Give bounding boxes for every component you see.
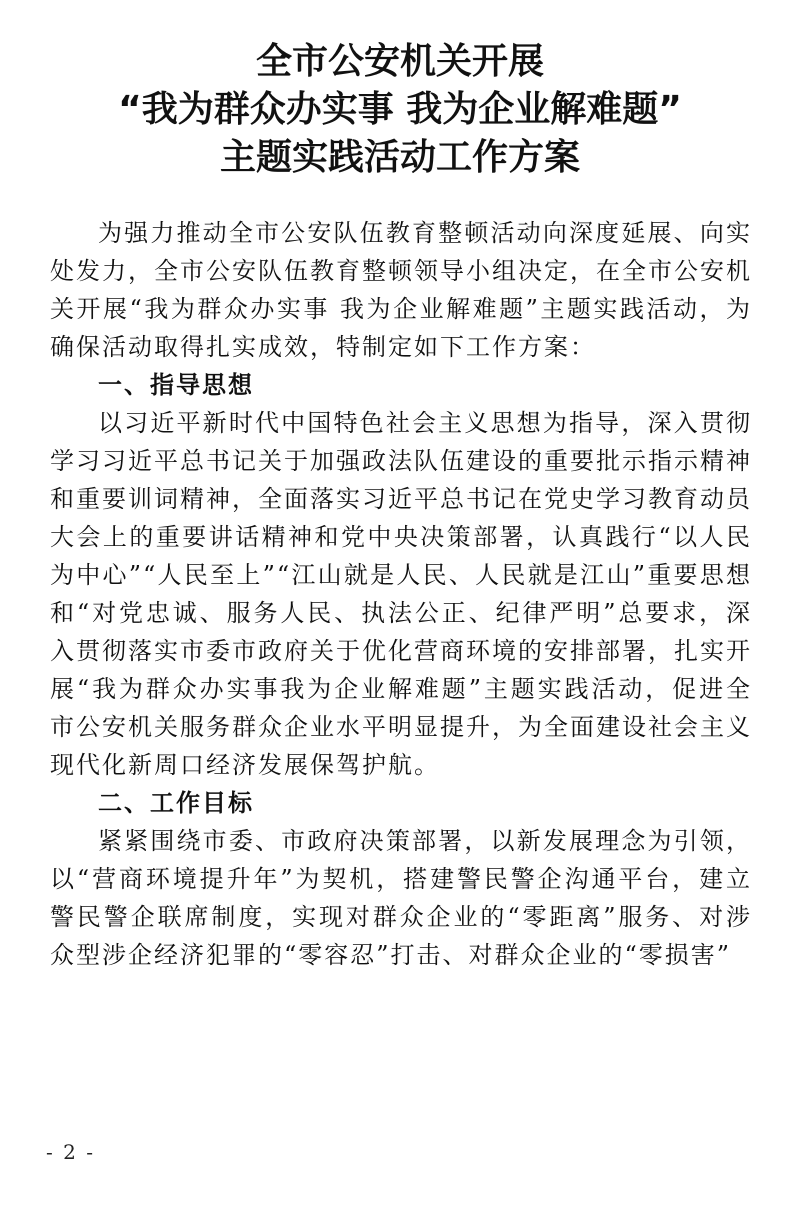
guiding-ideology-paragraph: 以习近平新时代中国特色社会主义思想为指导，深入贯彻学习习近平总书记关于加强政法队伍建设的重要批示指示精神和重要训词精神，全面落实习近平总书记在党史学习教育动员大会上的重要讲话精神和党中央决策部署，认真践行“以人民为中心”“人民至上”“江山就是人民、人民就是江山”重要思想和“对党忠诚、服务人民、执法公正、纪律严明”总要求，深入贯彻落实市委市政府关于优化营商环境的安排部署，扎实开展“我为群众办实事我为企业解难题”主题实践活动，促进全市公安机关服务群众企业水平明显提升，为全面建设社会主义现代化新周口经济发展保驾护航。 xyxy=(50,409,752,779)
title-line-2: “我为群众办实事 我为企业解难题” xyxy=(118,89,682,130)
document-title xyxy=(0,38,800,182)
section-heading-guiding-ideology: 一、指导思想 xyxy=(98,371,254,399)
title-line-1: 全市公安机关开展 xyxy=(255,41,544,82)
document-body xyxy=(50,214,752,974)
work-goals-paragraph: 紧紧围绕市委、市政府决策部署，以新发展理念为引领，以“营商环境提升年”为契机，搭建警民警企沟通平台，建立警民警企联席制度，实现对群众企业的“零距离”服务、对涉众型涉企经济犯罪的“零容忍”打击、对群众企业的“零损害” xyxy=(50,827,752,969)
section-heading-work-goals: 二、工作目标 xyxy=(98,789,254,817)
title-line-3: 主题实践活动工作方案 xyxy=(219,137,580,178)
intro-paragraph: 为强力推动全市公安队伍教育整顿活动向深度延展、向实处发力，全市公安队伍教育整顿领导小组决定，在全市公安机关开展“我为群众办实事 我为企业解难题”主题实践活动，为确保活动取得扎实成效，特制定如下工作方案： xyxy=(50,219,752,361)
page-number: - 2 - xyxy=(46,1140,95,1164)
